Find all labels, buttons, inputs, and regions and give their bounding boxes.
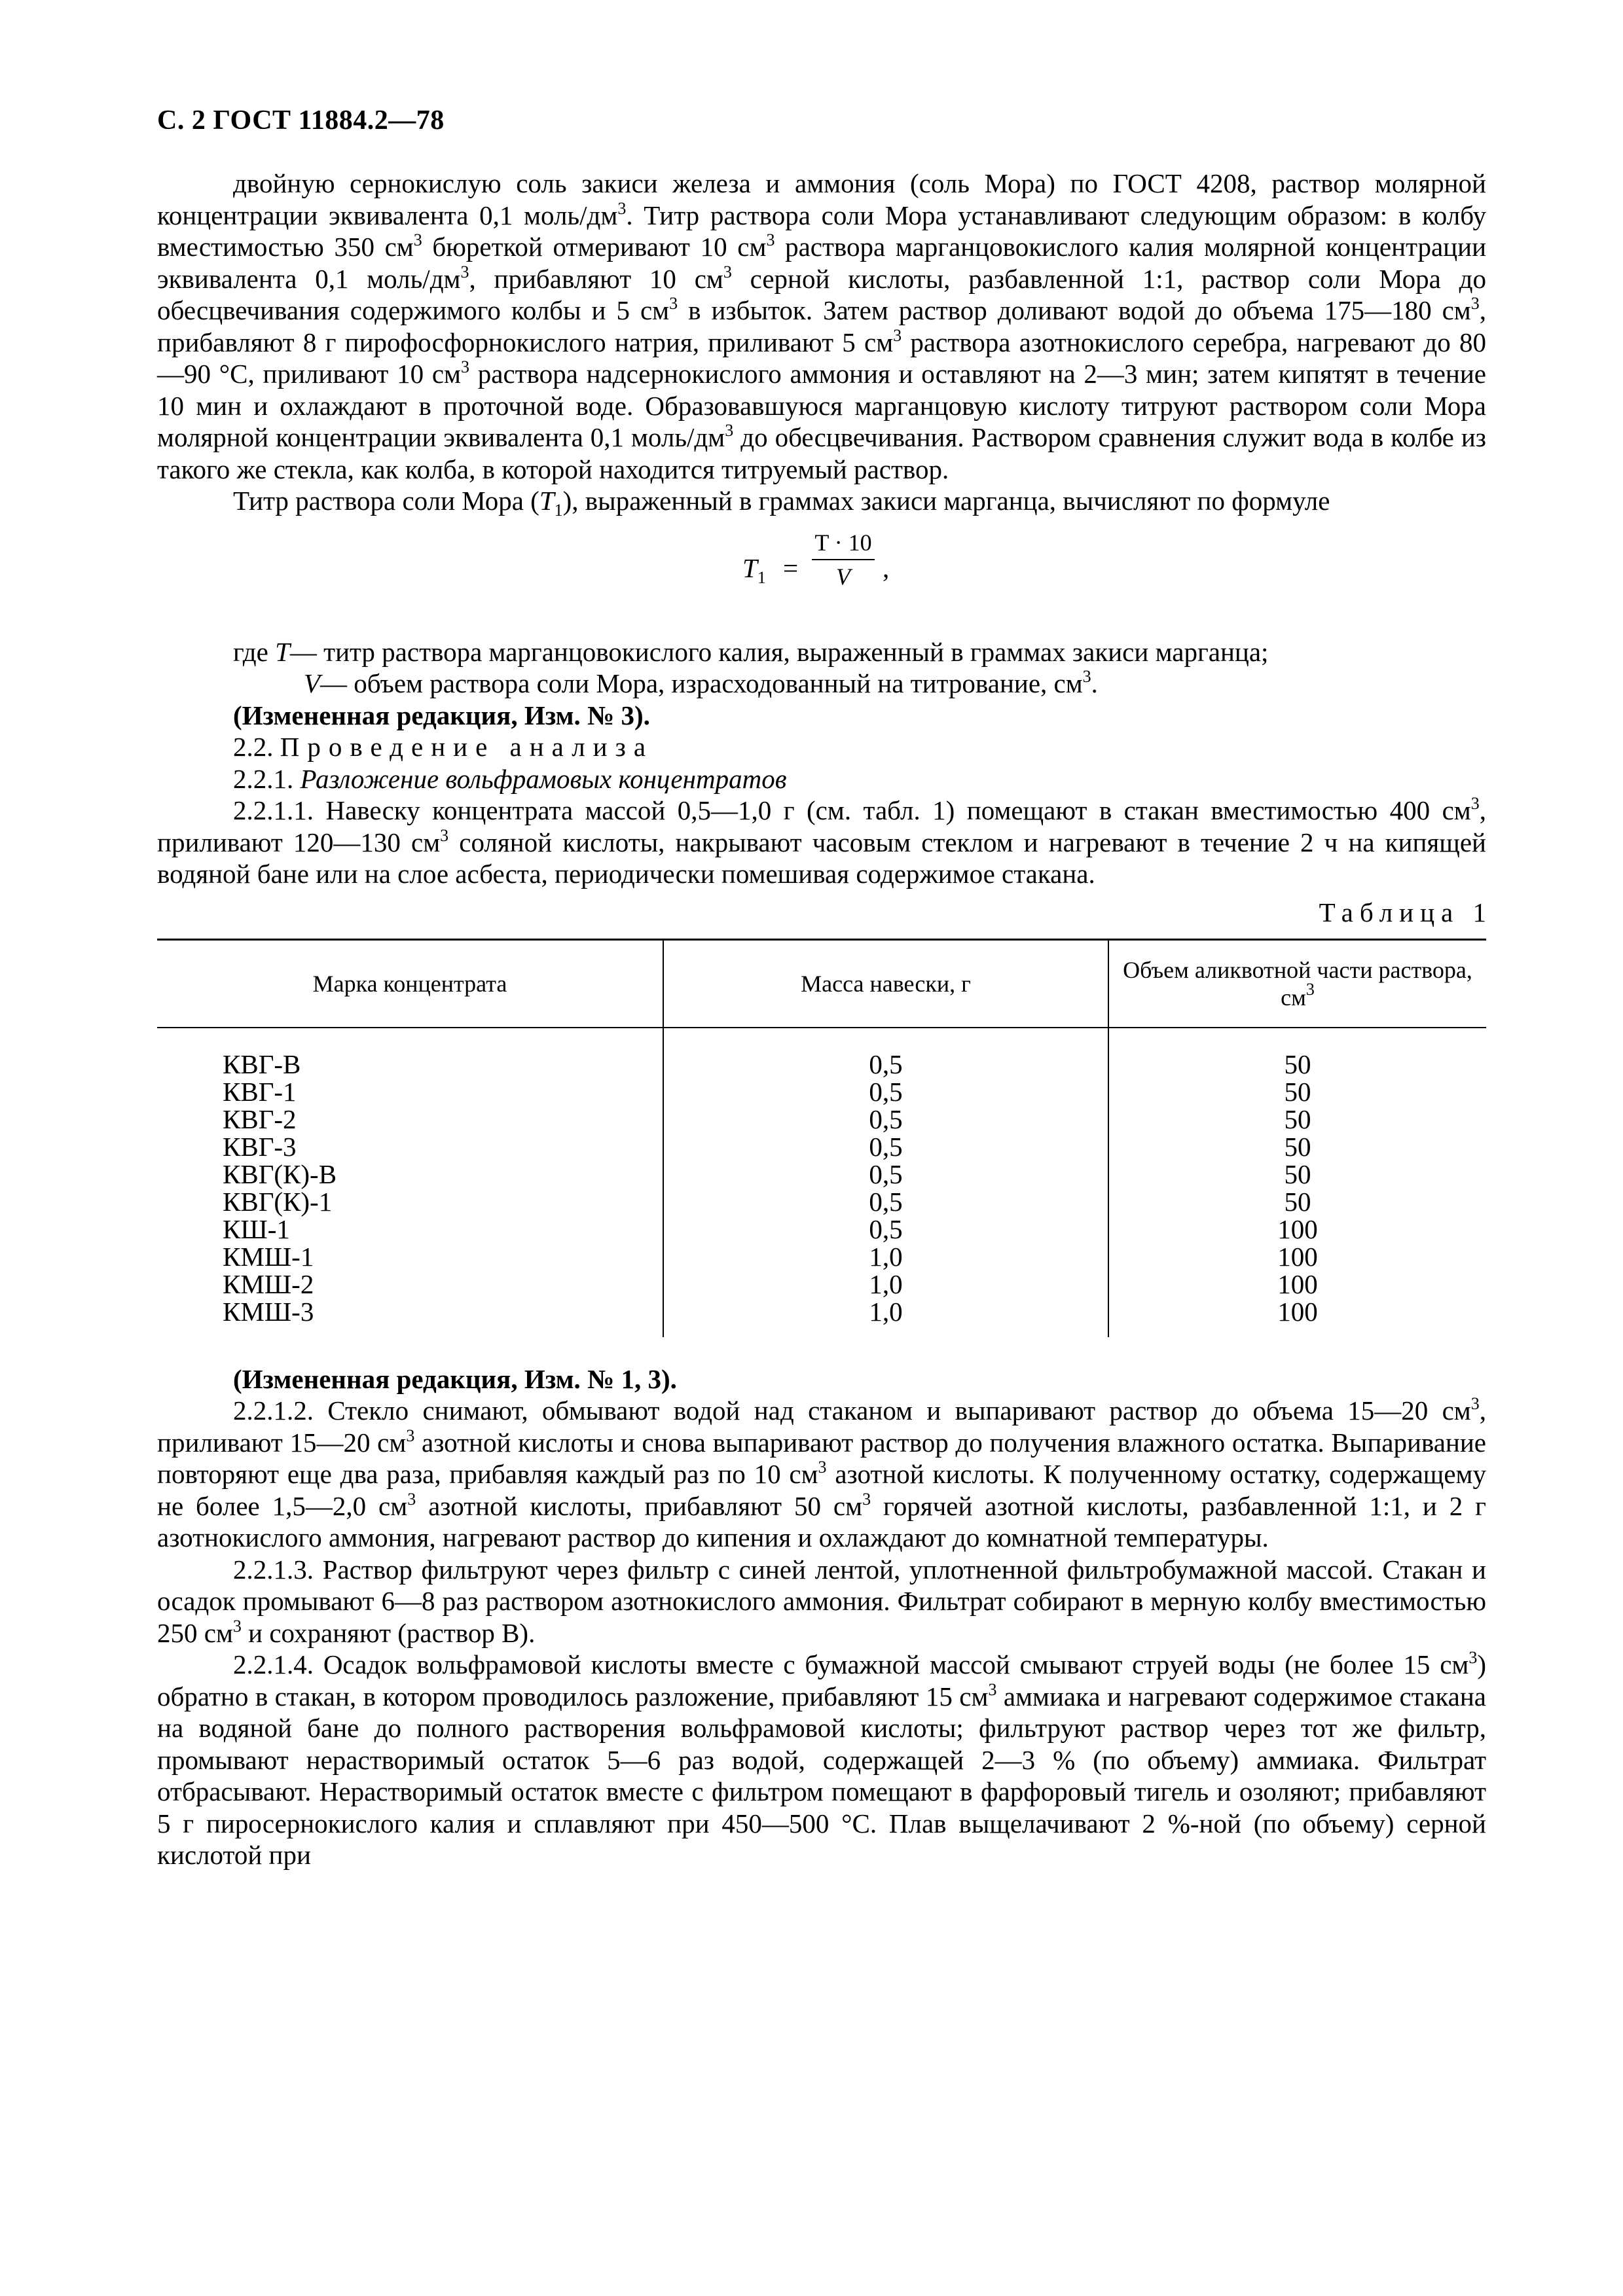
cell-grade: КМШ-2: [223, 1268, 314, 1299]
cell-mass: 1,0: [663, 1270, 1108, 1298]
cell-mass: 0,5: [663, 1105, 1108, 1133]
cell-volume: 50: [1108, 1105, 1486, 1133]
paragraph-mohr-salt-titre: двойную сернокислую соль закиси железа и аммония (соль Мора) по ГОСТ 4208, раствор молярной концентрации эквивалента 0,1 моль/$дм^3$. Титр раствора соли Мора устанавливают следующим образом: в колбу вместимостью 350 $см^3$ бюреткой отмеривают 10 $см^3$ раствора марганцовокислого калия молярной концентрации эквивалента 0,1 моль/$дм^3$, прибавляют 10 $см^3$ серной кислоты, разбавленной 1:1, раствор соли Мора до обесцвечивания содержимого колбы и 5 $см^3$ в избыток. Затем раствор доливают водой до объема 175—180 $см^3$, прибавляют 8 г пирофосфорнокислого натрия, приливают 5 $см^3$ раствора азотнокислого серебра, нагревают до 80—90 °С, приливают 10 $см^3$ раствора надсернокислого аммония и оставляют на 2—3 мин; затем кипятят в течение 10 мин и охлаждают в проточной воде. Образовавшуюся марганцовую кислоту титруют раствором соли Мора молярной концентрации эквивалента 0,1 моль/$дм^3$ до обесцвечивания. Раствором сравнения служит вода в колбе из такого же стекла, как колба, в которой находится титруемый раствор.: [157, 168, 1487, 484]
cell-volume: 100: [1108, 1298, 1486, 1337]
cell-grade: КВГ-3: [223, 1131, 297, 1162]
section-2-2-heading: 2.2. Проведение анализа: [233, 732, 654, 762]
cell-volume: 100: [1108, 1270, 1486, 1298]
table-header-row: [157, 939, 1486, 1028]
formula-numerator: T · 10: [812, 529, 875, 560]
cell-mass: 0,5: [663, 1160, 1108, 1188]
section-2-2-1-heading: 2.2.1. Разложение вольфрамовых концентратов: [233, 763, 787, 794]
formula-lhs: $T_1$: [742, 552, 766, 587]
cell-grade: КВГ-1: [223, 1076, 297, 1107]
header-sample-mass: Масса навески, г: [663, 939, 1108, 1028]
cell-mass: 0,5: [663, 1078, 1108, 1105]
paragraph-2-2-1-1: 2.2.1.1. Навеску концентрата массой 0,5—1,0 г (см. табл. 1) помещают в стакан вместимостью 400 $см^3$, приливают 120—130 $см^3$ соляной кислоты, накрывают часовым стеклом и нагревают в течение 2 ч на кипящей водяной бане или на слое асбеста, периодически помешивая содержимое стакана.: [157, 794, 1486, 889]
cell-volume: 50: [1108, 1028, 1486, 1078]
cell-volume: 50: [1108, 1078, 1486, 1105]
table-row: [157, 1243, 1486, 1270]
amendment-note-2: (Измененная редакция, Изм. № 1, 3).: [233, 1363, 677, 1394]
formula-fraction: [812, 529, 875, 590]
table-row: [157, 1028, 1486, 1078]
cell-mass: 0,5: [663, 1188, 1108, 1215]
document-page: [157, 105, 1493, 1871]
header-aliquot-volume: Объем аликвотной части раствора, $см^3$: [1108, 939, 1486, 1028]
cell-volume: 50: [1108, 1188, 1486, 1215]
cell-mass: 0,5: [663, 1028, 1108, 1078]
paragraph-2-2-1-3: 2.2.1.3. Раствор фильтруют через фильтр с синей лентой, уплотненной фильтробумажной массой. Стакан и осадок промывают 6—8 раз раствором азотнокислого аммония. Фильтрат собирают в мерную колбу вместимостью 250 $см^3$ и сохраняют (раствор В).: [157, 1554, 1486, 1648]
formula-equals: =: [783, 552, 799, 583]
cell-grade: КШ-1: [223, 1213, 290, 1244]
page-header: С. 2 ГОСТ 11884.2—78: [157, 105, 445, 135]
paragraph-2-2-1-4: 2.2.1.4. Осадок вольфрамовой кислоты вместе с бумажной массой смывают струей воды (не более 15 $см^3$) обратно в стакан, в котором проводилось разложение, прибавляют 15 $см^3$ аммиака и нагревают содержимое стакана на водяной бане до полного растворения вольфрамовой кислоты; фильтруют раствор через тот же фильтр, промывают нерастворимый остаток 5—6 раз водой, содержащей 2—3 % (по объему) аммиака. Фильтрат отбрасывают. Нерастворимый остаток вместе с фильтром помещают в фарфоровый тигель и озоляют; прибавляют 5 г пиросернокислого калия и сплавляют при 450—500 °С. Плав выщелачивают 2 %-ной (по объему) серной кислотой при: [157, 1648, 1487, 1870]
cell-volume: 50: [1108, 1133, 1486, 1160]
cell-grade: КМШ-1: [223, 1241, 314, 1272]
formula-denominator: V: [836, 563, 850, 590]
table-row: [157, 1160, 1486, 1188]
cell-mass: 0,5: [663, 1215, 1108, 1243]
amendment-note-1: (Измененная редакция, Изм. № 3).: [233, 700, 650, 730]
paragraph-2-2-1-2: 2.2.1.2. Стекло снимают, обмывают водой над стаканом и выпаривают раствор до объема 15—20 $см^3$, приливают 15—20 $см^3$ азотной кислоты и снова выпаривают раствор до получения влажного остатка. Выпаривание повторяют еще два раза, прибавляя каждый раз по 10 $см^3$ азотной кислоты. К полученному остатку, содержащему не более 1,5—2,0 $см^3$ азотной кислоты, прибавляют 50 $см^3$ горячей азотной кислоты, разбавленной 1:1, и 2 г азотнокислого аммония, нагревают раствор до кипения и охлаждают до комнатной температуры.: [157, 1394, 1487, 1552]
formula-legend-v: V— объем раствора соли Мора, израсходованный на титрование, $см^3$.: [304, 667, 1098, 698]
cell-mass: 1,0: [663, 1298, 1108, 1337]
cell-grade: КВГ-В: [223, 1049, 301, 1079]
paragraph-titre-formula-intro: Титр раствора соли Мора $(T_1)$, выраженный в граммах закиси марганца, вычисляют по формуле: [233, 486, 1330, 520]
cell-grade: КВГ(К)-1: [223, 1186, 333, 1217]
table-row: [157, 1188, 1486, 1215]
cell-grade: КВГ-2: [223, 1103, 297, 1134]
cell-volume: 50: [1108, 1160, 1486, 1188]
cell-mass: 1,0: [663, 1243, 1108, 1270]
table-caption: Таблица 1: [1319, 897, 1493, 927]
titre-formula: [157, 529, 1486, 614]
sample-mass-table: [157, 939, 1486, 1337]
header-concentrate-grade: Марка концентрата: [157, 939, 663, 1028]
cell-grade: КВГ(К)-В: [223, 1158, 337, 1189]
formula-legend-t: где T— титр раствора марганцовокислого калия, выраженный в граммах закиси марганца;: [233, 636, 1269, 667]
formula-comma: ,: [883, 552, 890, 583]
table-row: [157, 1133, 1486, 1160]
cell-mass: 0,5: [663, 1133, 1108, 1160]
table-row: [157, 1078, 1486, 1105]
cell-grade: КМШ-3: [223, 1296, 314, 1327]
table-row: [157, 1105, 1486, 1133]
table-row: [157, 1298, 1486, 1337]
cell-volume: 100: [1108, 1243, 1486, 1270]
table-row: [157, 1270, 1486, 1298]
cell-volume: 100: [1108, 1215, 1486, 1243]
table-row: [157, 1215, 1486, 1243]
